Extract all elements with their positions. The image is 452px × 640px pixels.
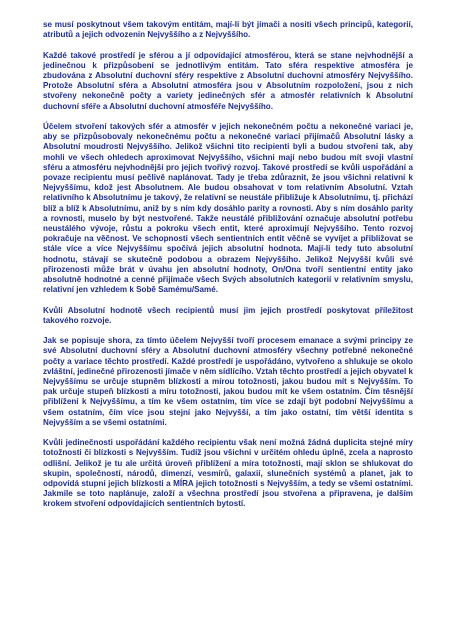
paragraph: Jak se popisuje shora, za tímto účelem Nejvyšší tvoří procesem emanace a svými principy ze své Absolutní duchovní sféry a Absolutní duchovní atmosféry všechny potřebné nekonečné počty a variace těchto prostředí. Každé prostředí je uspořádáno, vytvořeno a shlukuje se okolo zvláštní, jedinečné přirozenosti jímače v něm sídlícího. Vztah těchto prostředí a jejich obyvatel k Nejvyššímu se určuje stupněm blízkosti a mírou totožnosti, jakou budou mít s Nejvyšším. To pak určuje stupeň blízkosti a míru totožnosti, jakou budou mít ke všem ostatním. Čím těsnější přiblížení k Nejvyššímu, a tím ke všem ostatním, tím více se zdají být podobní Nejvyššímu a všem ostatním, čím více jsou stejní jako Nejvyšší, a tím jako ostatní, tím větší identita s Nejvyšším a se všemi ostatními.: [43, 336, 413, 427]
paragraph: Kvůli Absolutní hodnotě všech recipientů musí jim jejich prostředí poskytovat příležitost takového rozvoje.: [43, 305, 413, 325]
paragraph: Účelem stvoření takových sfér a atmosfér v jejich nekonečném počtu a nekonečné variaci je, aby se přizpůsobovaly nekonečnému počtu a nekonečné variaci přijímačů Absolutní lásky a Absolutní moudrosti Nejvyššího. Jelikož všichni tito recipienti byli a budou stvořeni tak, aby mohli ve všech ohledech aproximovat Nejvyššího, všichni mají nebo budou mít svoji vlastní sféru a atmosféru nejvhodnější pro jejich tvořivý rozvoj. Takové prostředí se kvůli uspořádání a povaze recipientu musí pečlivě naplánovat. Tady je třeba zdůraznit, že jsou všichni relativní k Nejvyššímu, kdož jest Absolutnem. Ale budou obsahovat v tom relativním Absolutní. Vztah relativního k Absolutnímu je takový, že relativní se neustále přibližuje k Absolutnímu, tj. přichází blíž a blíž k Absolutnímu, aniž by s ním kdy dosáhlo parity a rovnosti. Aby s ním dosáhlo parity a rovnosti, muselo by být nestvořené. Takže neustálé přibližování označuje absolutní potřebu neustálého vývoje, růstu a pokroku všech entit, které aproximují Nejvyššího. Tento rozvoj pokračuje na věčnost. Ve schopnosti všech sentientních entit věčně se vyvíjet a přibližovat se stále více a více Nejvyššímu spočívá jejich absolutní hodnota. Mají-li tedy tuto absolutní hodnotu, stávají se skutečně podobou a obrazem Nejvyššího. Jelikož Nejvyšší kvůli své přirozenosti může brát v úvahu jen absolutní hodnoty, On/Ona tvoří sentientní entity jako absolutně hodnotné a cenné přijímače všech Svých absolutních kategorií v relativním smyslu, relativní jen vzhledem k Sobě Samému/Samé.: [43, 122, 413, 295]
paragraph: Kvůli jedinečnosti uspořádání každého recipientu však není možná žádná duplicita stejné míry totožnosti či blízkosti s Nejvyšším. Tudíž jsou všichni v určitém ohledu úplně, zcela a naprosto odlišní. Jelikož je tu ale určitá úroveň přiblížení a míra totožnosti, mají sklon se shlukovat do skupin, společností, národů, dimenzí, vesmírů, galaxií, slunečních systémů a planet, jak to odpovídá stupni jejich blízkosti a MÍRA jejich totožnosti s Nejvyšším, a tedy se všemi ostatními. Jakmile se toto naplánuje, založí a všechna prostředí jsou stvořena a připravena, je dalším krokem stvoření odpovídajících sentientních bytostí.: [43, 438, 413, 509]
paragraph: Každé takové prostředí je sférou a jí odpovídající atmosférou, která se stane nejvhodnější a jedinečnou k přizpůsobení se jednotlivým entitám. Tato sféra respektive atmosféra je zbudována z Absolutní duchovní sféry respektive z Absolutní duchovní atmosféry Nejvyššího. Protože Absolutní sféra a Absolutní atmosféra jsou v Absolutním rozpoložení, jsou z nich stvořeny nekonečně počty a variety jedinečných sfér a atmosfér relativních k Absolutní duchovní sféře a Absolutní duchovní atmosféře Nejvyššího.: [43, 50, 413, 111]
document-page: [43, 20, 413, 520]
paragraph: se musí poskytnout všem takovým entitám, mají-li být jímači a nositi všech principů, kategorií, atributů a jejich odvozenin Nejvyššího a z Nejvyššího.: [43, 20, 413, 40]
